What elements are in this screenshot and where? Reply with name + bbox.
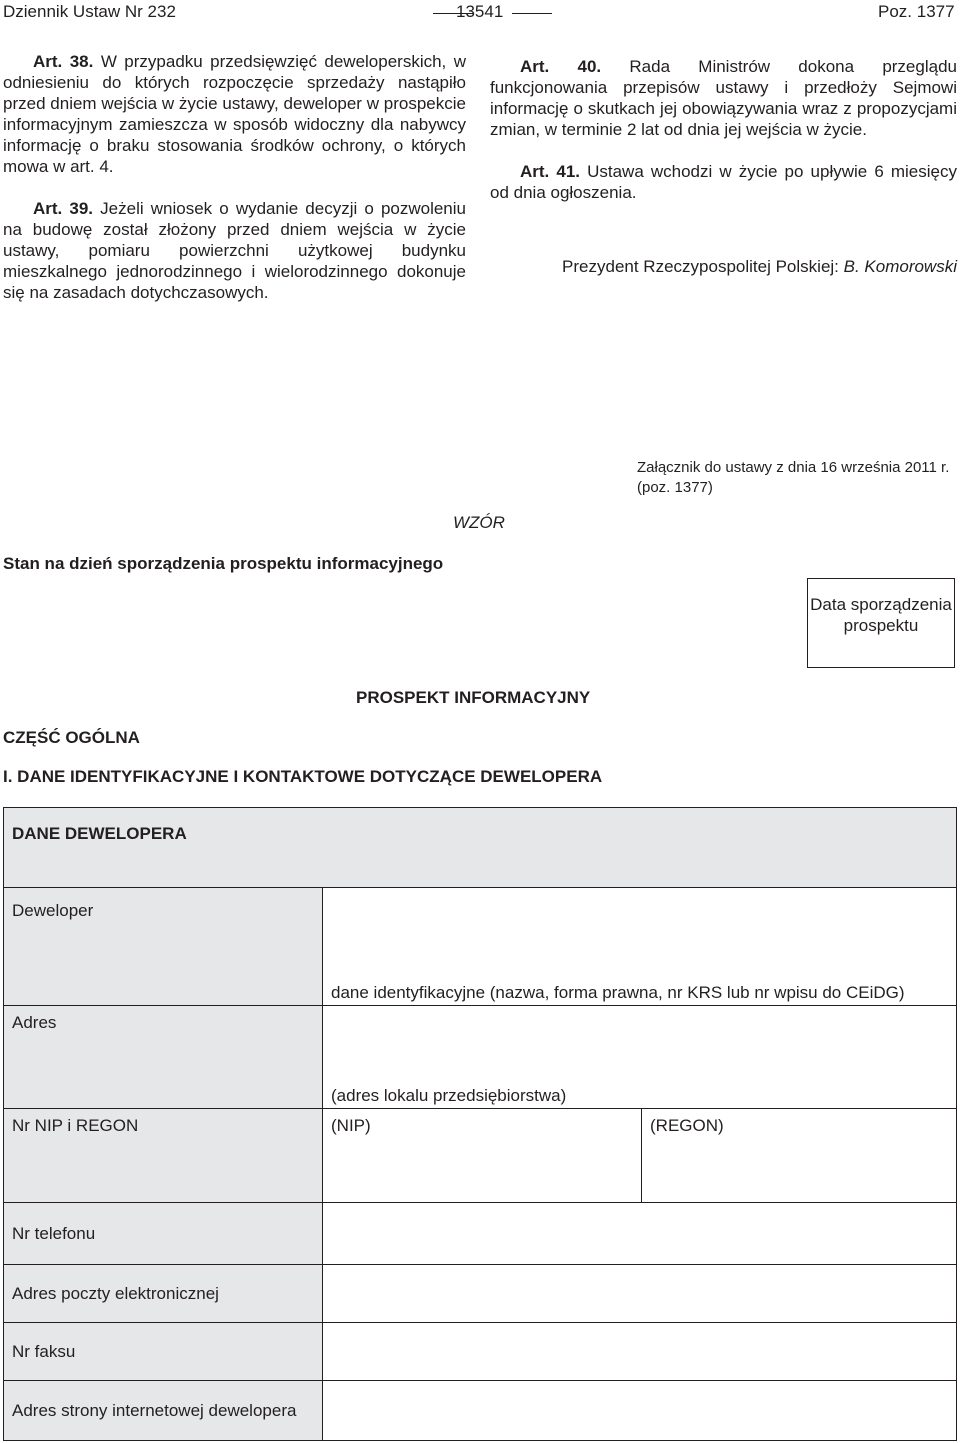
website-label: Adres strony internetowej dewelopera [4, 1381, 323, 1441]
nip-hint: (NIP) [331, 1116, 371, 1135]
email-input[interactable] [323, 1265, 957, 1323]
left-column [3, 51, 466, 324]
article-38 [3, 51, 466, 177]
section-title: I. DANE IDENTYFIKACYJNE I KONTAKTOWE DOTYCZĄCE DEWELOPERA [3, 767, 603, 786]
table-row-email [4, 1265, 957, 1323]
article-38-heading: Art. 38. [33, 52, 94, 71]
address-input[interactable] [323, 1006, 957, 1109]
signature [490, 256, 957, 277]
table-row-developer [4, 888, 957, 1006]
table-header: DANE DEWELOPERA [4, 808, 957, 888]
signature-prefix: Prezydent Rzeczypospolitej Polskiej: [562, 257, 844, 276]
developer-label: Deweloper [4, 888, 323, 1006]
regon-hint: (REGON) [650, 1116, 724, 1135]
annex-reference [637, 458, 949, 498]
status-date-label: Stan na dzień sporządzenia prospektu informacyjnego [3, 554, 444, 573]
phone-label: Nr telefonu [4, 1203, 323, 1265]
annex-line-2: (poz. 1377) [637, 479, 713, 496]
nip-regon-label: Nr NIP i REGON [4, 1109, 323, 1203]
template-label: WZÓR [453, 513, 505, 532]
signature-name: B. Komorowski [843, 257, 957, 276]
right-column [490, 56, 957, 277]
article-38-text: W przypadku przedsięwzięć deweloperskich, w odniesieniu do których rozpoczęcie sprzedaży nastąpiło przed dniem wejścia w życie ustawy, deweloper w prospekcie informacyjnym zamieszcza w sposób widoczny dla nabywcy informację o braku stosowania środków ochrony, o których mowa w art. 4. [3, 52, 466, 176]
position-number: Poz. 1377 [878, 2, 955, 21]
preparation-date-box: Data sporządzenia prospektu [807, 578, 955, 668]
regon-input[interactable] [642, 1109, 957, 1203]
article-41-heading: Art. 41. [520, 162, 580, 181]
annex-line-1: Załącznik do ustawy z dnia 16 września 2011 r. [637, 459, 950, 476]
article-39-heading: Art. 39. [33, 199, 94, 218]
developer-input[interactable] [323, 888, 957, 1006]
table-row-nip-regon [4, 1109, 957, 1203]
prospectus-title: PROSPEKT INFORMACYJNY [356, 688, 591, 707]
article-39-text: Jeżeli wniosek o wydanie decyzji o pozwoleniu na budowę został złożony przed dniem wejścia w życie ustawy, pomiaru powierzchni użytkowej budynku mieszkalnego jednorodzinnego i wielorodzinnego dokonuje się na zasadach dotychczasowych. [3, 199, 466, 302]
part-title: CZĘŚĆ OGÓLNA [3, 728, 140, 747]
fax-input[interactable] [323, 1323, 957, 1381]
page-number: 13541 [456, 2, 504, 21]
article-40 [490, 56, 957, 140]
table-row-website [4, 1381, 957, 1441]
article-41-text: Ustawa wchodzi w życie po upływie 6 miesięcy od dnia ogłoszenia. [490, 162, 957, 202]
table-row-fax [4, 1323, 957, 1381]
address-label: Adres [4, 1006, 323, 1109]
phone-input[interactable] [323, 1203, 957, 1265]
article-40-heading: Art. 40. [520, 57, 602, 76]
nip-input[interactable] [323, 1109, 642, 1203]
fax-label: Nr faksu [4, 1323, 323, 1381]
article-40-text: Rada Ministrów dokona przeglądu funkcjonowania przepisów ustawy i przedłoży Sejmowi informację o skutkach jej obowiązywania wraz z propozycjami zmian, w terminie 2 lat od dnia jej wejścia w życie. [490, 57, 957, 139]
developer-hint: dane identyfikacyjne (nazwa, forma prawna, nr KRS lub nr wpisu do CEiDG) [331, 983, 905, 1002]
article-39 [3, 198, 466, 303]
website-input[interactable] [323, 1381, 957, 1441]
address-hint: (adres lokalu przedsiębiorstwa) [331, 1086, 567, 1105]
table-header-row [4, 808, 957, 888]
email-label: Adres poczty elektronicznej [4, 1265, 323, 1323]
table-row-phone [4, 1203, 957, 1265]
header-dash-right [512, 13, 552, 14]
table-row-address [4, 1006, 957, 1109]
article-41 [490, 161, 957, 203]
journal-title: Dziennik Ustaw Nr 232 [3, 2, 176, 21]
developer-data-table [3, 807, 957, 1441]
